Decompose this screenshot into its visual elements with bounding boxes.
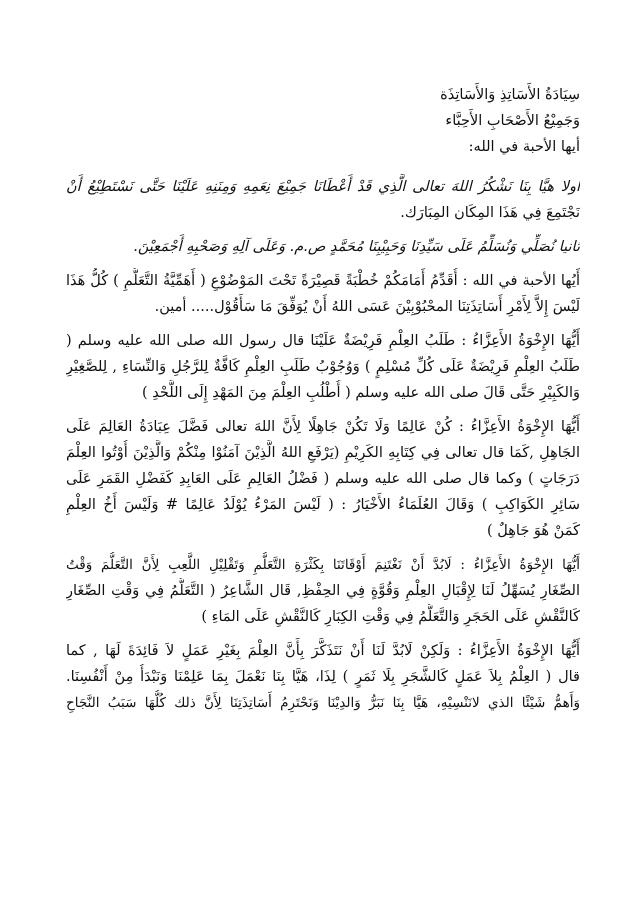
paragraph-line: طَلَبُ العِلْمِ فَرِيْضَةٌ عَلَى كُلِّ مُسْلِمٍ ) وَوُجُوْبُ طَلَبِ العِلْمِ كَافَّةٌ لِلرَّجُلِ وَالنِّسَاءِ , لِلصَّغِيْرِ	[66, 359, 580, 375]
greeting-block	[66, 82, 580, 160]
paragraph-line: وَالكَبِيْرِ حَتَّى قَالَ صلى الله عليه وسلم ( أُطْلُبِ العِلْمَ مِنَ المَهْدِ إِلَى اللَّحْدِ )	[142, 385, 580, 401]
paragraph-line: أَيُّهَا الإِخْوَةُ الأَعِزَّاءُ : لَابُدَّ أَنْ نَغْتَنِمَ أَوْقَاتَنَا بِكَثْرَةِ التَّعَلُّمِ وَتَقْلِيْلِ اللَّعِبِ لِأَنَّ التَّعَلُّمَ وَقْتُ	[66, 557, 580, 573]
paragraph-line: نَجْتَمِعَ فِي هَذَا المِكَان المِبَارَك.	[400, 205, 580, 221]
paragraph-salawat	[66, 234, 580, 260]
paragraph-line: ثانيا نُصَلِّي وَنُسَلِّمُ عَلَى سَيِّدِنَا وَحَبِيْبِنَا مُحَمَّدٍ ص.م. وَعَلَى آلِهِ وَصَحْبِهِ أَجْمَعِيْنَ.	[133, 239, 580, 255]
paragraph-line: أَيُّهَا الإِخْوَةُ الأَعِزَّاءُ : كُنْ عَالِمًا وَلَا تَكُنْ جَاهِلًا لِأَنَّ اللهَ تعالى فَضَّلَ عِبَادَةُ العَالِمَ عَلَى	[66, 419, 580, 435]
paragraph-topic-intro	[66, 268, 580, 320]
greeting-line: سِيَادَةُ الأَسَاتِذِ وَالأَسَاتِذَة	[440, 87, 580, 103]
paragraph-line: كَالنَّقْشِ عَلَى الحَجَرِ وَالتَّعَلُّمُ فِي وَقْتِ الكِبَارِ كَالنَّقْشِ عَلَى المَاءِ )	[201, 609, 580, 625]
paragraph-line: اولا هيَّا بِنَا نَشْكُرُ اللهَ تعالى الَّذِي قَدْ أَعْطَانَا جَمِيْعَ نِعَمِهِ وَمِنَنِهِ عَلَيْنَا حَتَّى نَسْتَطِيْعُ أَنْ	[66, 179, 580, 195]
paragraph-line: الصِّغَارِ يُسَهِّلُ لَنَا لِإِقْبَالِ العِلْمِ وَقُوَّةٍ فِي الحِفْظِ, قَال الشَّاعِرُ ( التَّعَلُّمُ فِي وَقْتِ الصِّغَارِ	[66, 583, 580, 599]
greeting-line: أيها الأحبة في الله:	[468, 139, 580, 155]
speech-page	[66, 82, 580, 716]
paragraph-seeking-knowledge	[66, 328, 580, 406]
paragraph-line: لَيْسَ إِلاَّ لِأَمْرِ أَسَاتِذَتِنَا المحْبُوْبِيْنَ عَسَى اللهُ أَنْ يُوَفِّقَ مَا سَأَقُوْل..... أمين.	[154, 299, 580, 315]
paragraph-be-learned	[66, 414, 580, 544]
paragraph-line: سَائِرِ الكَوَاكِبِ ) وَقَالَ العُلَمَاءُ الأَخْيَارُ : ( لَيْسَ المَرْءُ يُوْلَدُ عَالِمًا # وَلَيْسَ أَخُ العِلْمِ	[66, 497, 580, 513]
greeting-line: وَجَمِيْعُ الأَصْحَابِ الأَحِبَّاء	[445, 113, 580, 129]
paragraph-line: أَيُها الأحبة في الله : أُقَدِّمُ أَمَامَكُمْ خُطْبَةً قَصِيْرَةً تَحْتَ المَوْضُوْعِ ( أَهَمِّيَّةُ التَّعَلُّمِ ) كُلُّ هَذَا	[66, 273, 580, 289]
paragraph-line: وَأَهمُّ شَيْئًا الذي لانَنْسِيْهِ، هَيَّا بِنَا نَبَرُّ وَالدِيْنَا وَنَحْتَرِمُ أَسَاتِذَتِنَا لِأَنَّ ذلك كُلُّهَا سَبَبُ النَّجَاحِ	[66, 695, 580, 711]
paragraph-line: أَيُّهَا الإِخْوَةُ الأَعِزَّاءُ : طَلَبُ العِلْمِ فَرِيْضَةٌ عَلَيْنَا قال رسول الله صلى الله عليه وسلم (	[66, 333, 580, 349]
paragraph-opening-thanks	[66, 174, 580, 226]
paragraph-line: الجَاهِلِ ,كَمَا قال تعالى فِي كِتَابِهِ الكَرِيْمِ (يَرْفَعِ اللهُ الَّذِيْنَ آمَنُوْا مِنْكُمْ وَالَّذِيْنَ أُوْتُوا العِلْمَ	[66, 445, 580, 461]
paragraph-line: كَمَنْ هُوَ جَاهِلٌ )	[487, 523, 580, 539]
paragraph-line: دَرَجَاتٍ ) وكما قال صلى الله عليه وسلم ( فَضْلُ العَالِمِ عَلَى العَابِدِ كَفَضْلِ القَمَرِ عَلَى	[66, 471, 580, 487]
paragraph-knowledge-and-action	[66, 638, 580, 716]
paragraph-line: قال ( العِلْمُ بِلاَ عَمَلٍ كَالشَّجَرِ بِلَا ثَمَرٍ ) لِذَا، هَيَّا بِنَا نَعْمَلَ بِمَا عَلِمْنَا وَنَبْدَأُ مِنْ أَنْفُسِنَا.	[66, 669, 580, 685]
paragraph-line: أَيُّهَا الإِخْوَةُ الأَعِزَّاءُ : وَلَكِنْ لَابُدَّ لَنَا أَنْ نَتَذَكَّرَ بِأَنَّ العِلْمَ بِغَيْرِ عَمَلٍ لاَ فَائِدَةَ لَهَا , كما	[66, 643, 580, 659]
paragraph-use-time	[66, 552, 580, 630]
